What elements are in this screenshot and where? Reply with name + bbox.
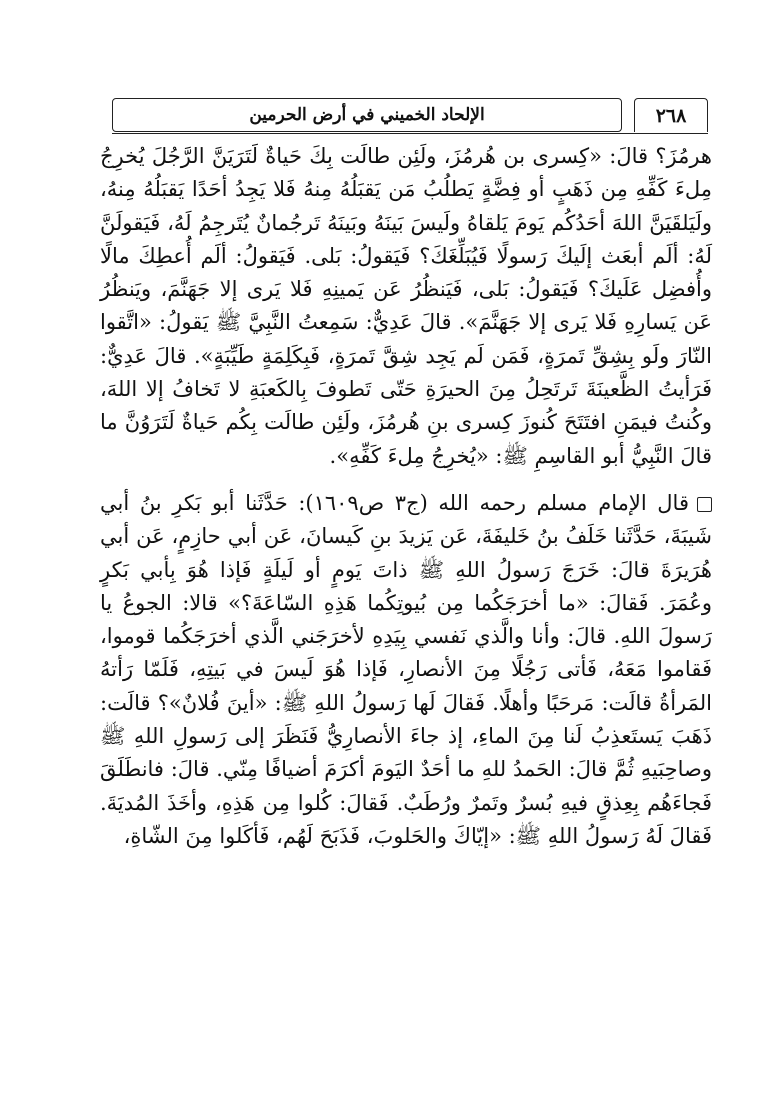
paragraph-muslim-narration [100, 487, 712, 853]
paragraph-text: قال الإمام مسلم رحمه الله (ج٣ ص١٦٠٩): حَدَّثَنا أبو بَكرِ بنُ أبي شَيبَةَ، حَدَّثَنا خَلَفُ بنُ خَليفَةَ، عَن يَزيدَ بنِ كَيسانَ، عَن أبي حازِمٍ، عَن أبي هُرَيرَةَ قالَ: خَرَجَ رَسولُ اللهِ ﷺ ذاتَ يَومٍ أو لَيلَةٍ فَإذا هُوَ بِأبي بَكرٍ وعُمَرَ. فَقالَ: «ما أخرَجَكُما مِن بُيوتِكُما هَذِهِ السّاعَةَ؟» قالا: الجوعُ يا رَسولَ اللهِ. قالَ: وأنا والَّذي نَفسي بِيَدِهِ لأخرَجَني الَّذي أخرَجَكُما قوموا، فَقاموا مَعَهُ، فَأتى رَجُلًا مِنَ الأنصارِ، فَإذا هُوَ لَيسَ في بَيتِهِ، فَلَمّا رَأتهُ المَرأةُ قالَت: مَرحَبًا وأهلًا. فَقالَ لَها رَسولُ اللهِ ﷺ: «أينَ فُلانٌ»؟ قالَت: ذَهَبَ يَستَعذِبُ لَنا مِنَ الماءِ، إذ جاءَ الأنصارِيُّ فَنَظَرَ إلى رَسولِ اللهِ ﷺ وصاحِبَيهِ ثُمَّ قالَ: الحَمدُ للهِ ما أحَدٌ اليَومَ أكرَمَ أضيافًا مِنّي. قالَ: فانطَلَقَ فَجاءَهُم بِعِذقٍ فيهِ بُسرٌ وتَمرٌ ورُطَبٌ. فَقالَ: كُلوا مِن هَذِهِ، وأخَذَ المُديَةَ. فَقالَ لَهُ رَسولُ اللهِ ﷺ: «إيّاكَ والحَلوبَ، فَذَبَحَ لَهُم، فَأكَلوا مِنَ الشّاةِ، [100, 490, 712, 848]
paragraph-text: هرمُزَ؟ قالَ: «كِسرى بن هُرمُزَ، ولَئِن طالَت بِكَ حَياةٌ لَتَرَيَنَّ الرَّجُلَ يُخرِجُ مِلءَ كَفِّهِ مِن ذَهَبٍ أو فِضَّةٍ يَطلُبُ مَن يَقبَلُهُ مِنهُ فَلا يَجِدُ أحَدًا يَقبَلُهُ مِنهُ، ولَيَلقَيَنَّ اللهَ أحَدُكُم يَومَ يَلقاهُ ولَيسَ بَينَهُ وبَينَهُ تَرجُمانٌ يُتَرجِمُ لَهُ، فَيَقولَنَّ لَهُ: ألَم أبعَث إلَيكَ رَسولًا فَيُبَلِّغَكَ؟ فَيَقولُ: بَلى. فَيَقولُ: ألَم أُعطِكَ مالًا وأُفضِل عَلَيكَ؟ فَيَقولُ: بَلى، فَيَنظُرُ عَن يَمينِهِ فَلا يَرى إلا جَهَنَّمَ، ويَنظُرُ عَن يَسارِهِ فَلا يَرى إلا جَهَنَّمَ». قالَ عَدِيٌّ: سَمِعتُ النَّبِيَّ ﷺ يَقولُ: «اتَّقوا النّارَ ولَو بِشِقِّ تَمرَةٍ، فَمَن لَم يَجِد شِقَّ تَمرَةٍ، فَبِكَلِمَةٍ طَيِّبَةٍ». قالَ عَدِيٌّ: فَرَأيتُ الظَّعينَةَ تَرتَحِلُ مِنَ الحيرَةِ حَتّى تَطوفَ بِالكَعبَةِ لا تَخافُ إلا اللهَ، وكُنتُ فيمَنِ افتَتَحَ كُنوزَ كِسرى بنِ هُرمُزَ، ولَئِن طالَت بِكُم حَياةٌ لَتَرَوُنَّ ما قالَ النَّبِيُّ أبو القاسِمِ ﷺ: «يُخرِجُ مِلءَ كَفِّهِ». [100, 144, 712, 468]
running-header [112, 98, 708, 134]
page-number: ٢٦٨ [634, 98, 708, 132]
body-text [100, 140, 712, 853]
header-title: الإلحاد الخميني في أرض الحرمين [112, 98, 622, 132]
paragraph-continuation [100, 140, 712, 473]
square-bullet-icon [697, 497, 712, 512]
